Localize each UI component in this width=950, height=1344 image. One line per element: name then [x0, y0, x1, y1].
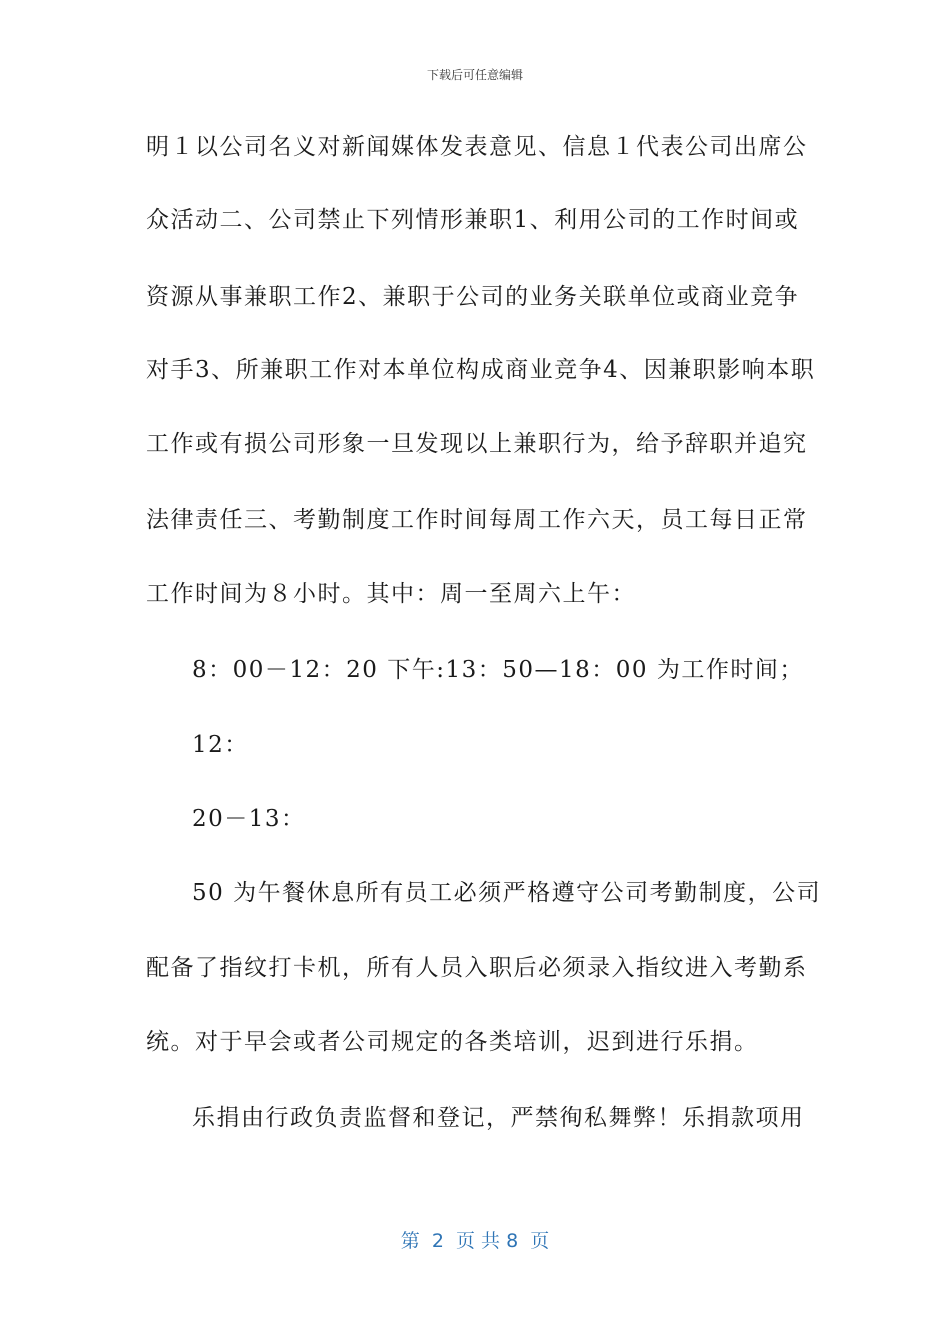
text-line: 统。对于早会或者公司规定的各类培训，迟到进行乐捐。 — [146, 1029, 759, 1055]
text-line: 50 为午餐休息所有员工必须严格遵守公司考勤制度，公司 — [192, 880, 822, 906]
text-line: 8：00－12：20 下午:13：50—18：00 为工作时间； — [192, 657, 804, 683]
text-line: 法律责任三、考勤制度工作时间每周工作六天，员工每日正常 — [146, 507, 808, 533]
text-line: 工作时间为８小时。其中：周一至周六上午： — [146, 581, 636, 607]
text-line: 配备了指纹打卡机，所有人员入职后必须录入指纹进入考勤系 — [146, 955, 808, 981]
text-line: 20－13： — [192, 806, 306, 832]
text-line: 乐捐由行政负责监督和登记，严禁徇私舞弊！乐捐款项用 — [192, 1105, 805, 1131]
text-line: 众活动二、公司禁止下列情形兼职1、利用公司的工作时间或 — [146, 207, 800, 233]
text-line: 工作或有损公司形象一旦发现以上兼职行为，给予辞职并追究 — [146, 431, 808, 457]
header-note: 下载后可任意编辑 — [426, 68, 523, 82]
text-line: 对手3、所兼职工作对本单位构成商业竞争4、因兼职影响本职 — [146, 357, 816, 383]
text-line: 12： — [192, 732, 249, 758]
text-line: 明１以公司名义对新闻媒体发表意见、信息１代表公司出席公 — [146, 134, 808, 160]
text-line: 资源从事兼职工作2、兼职于公司的业务关联单位或商业竞争 — [146, 284, 800, 310]
page-number: 第 2 页 共 8 页 — [400, 1230, 550, 1252]
